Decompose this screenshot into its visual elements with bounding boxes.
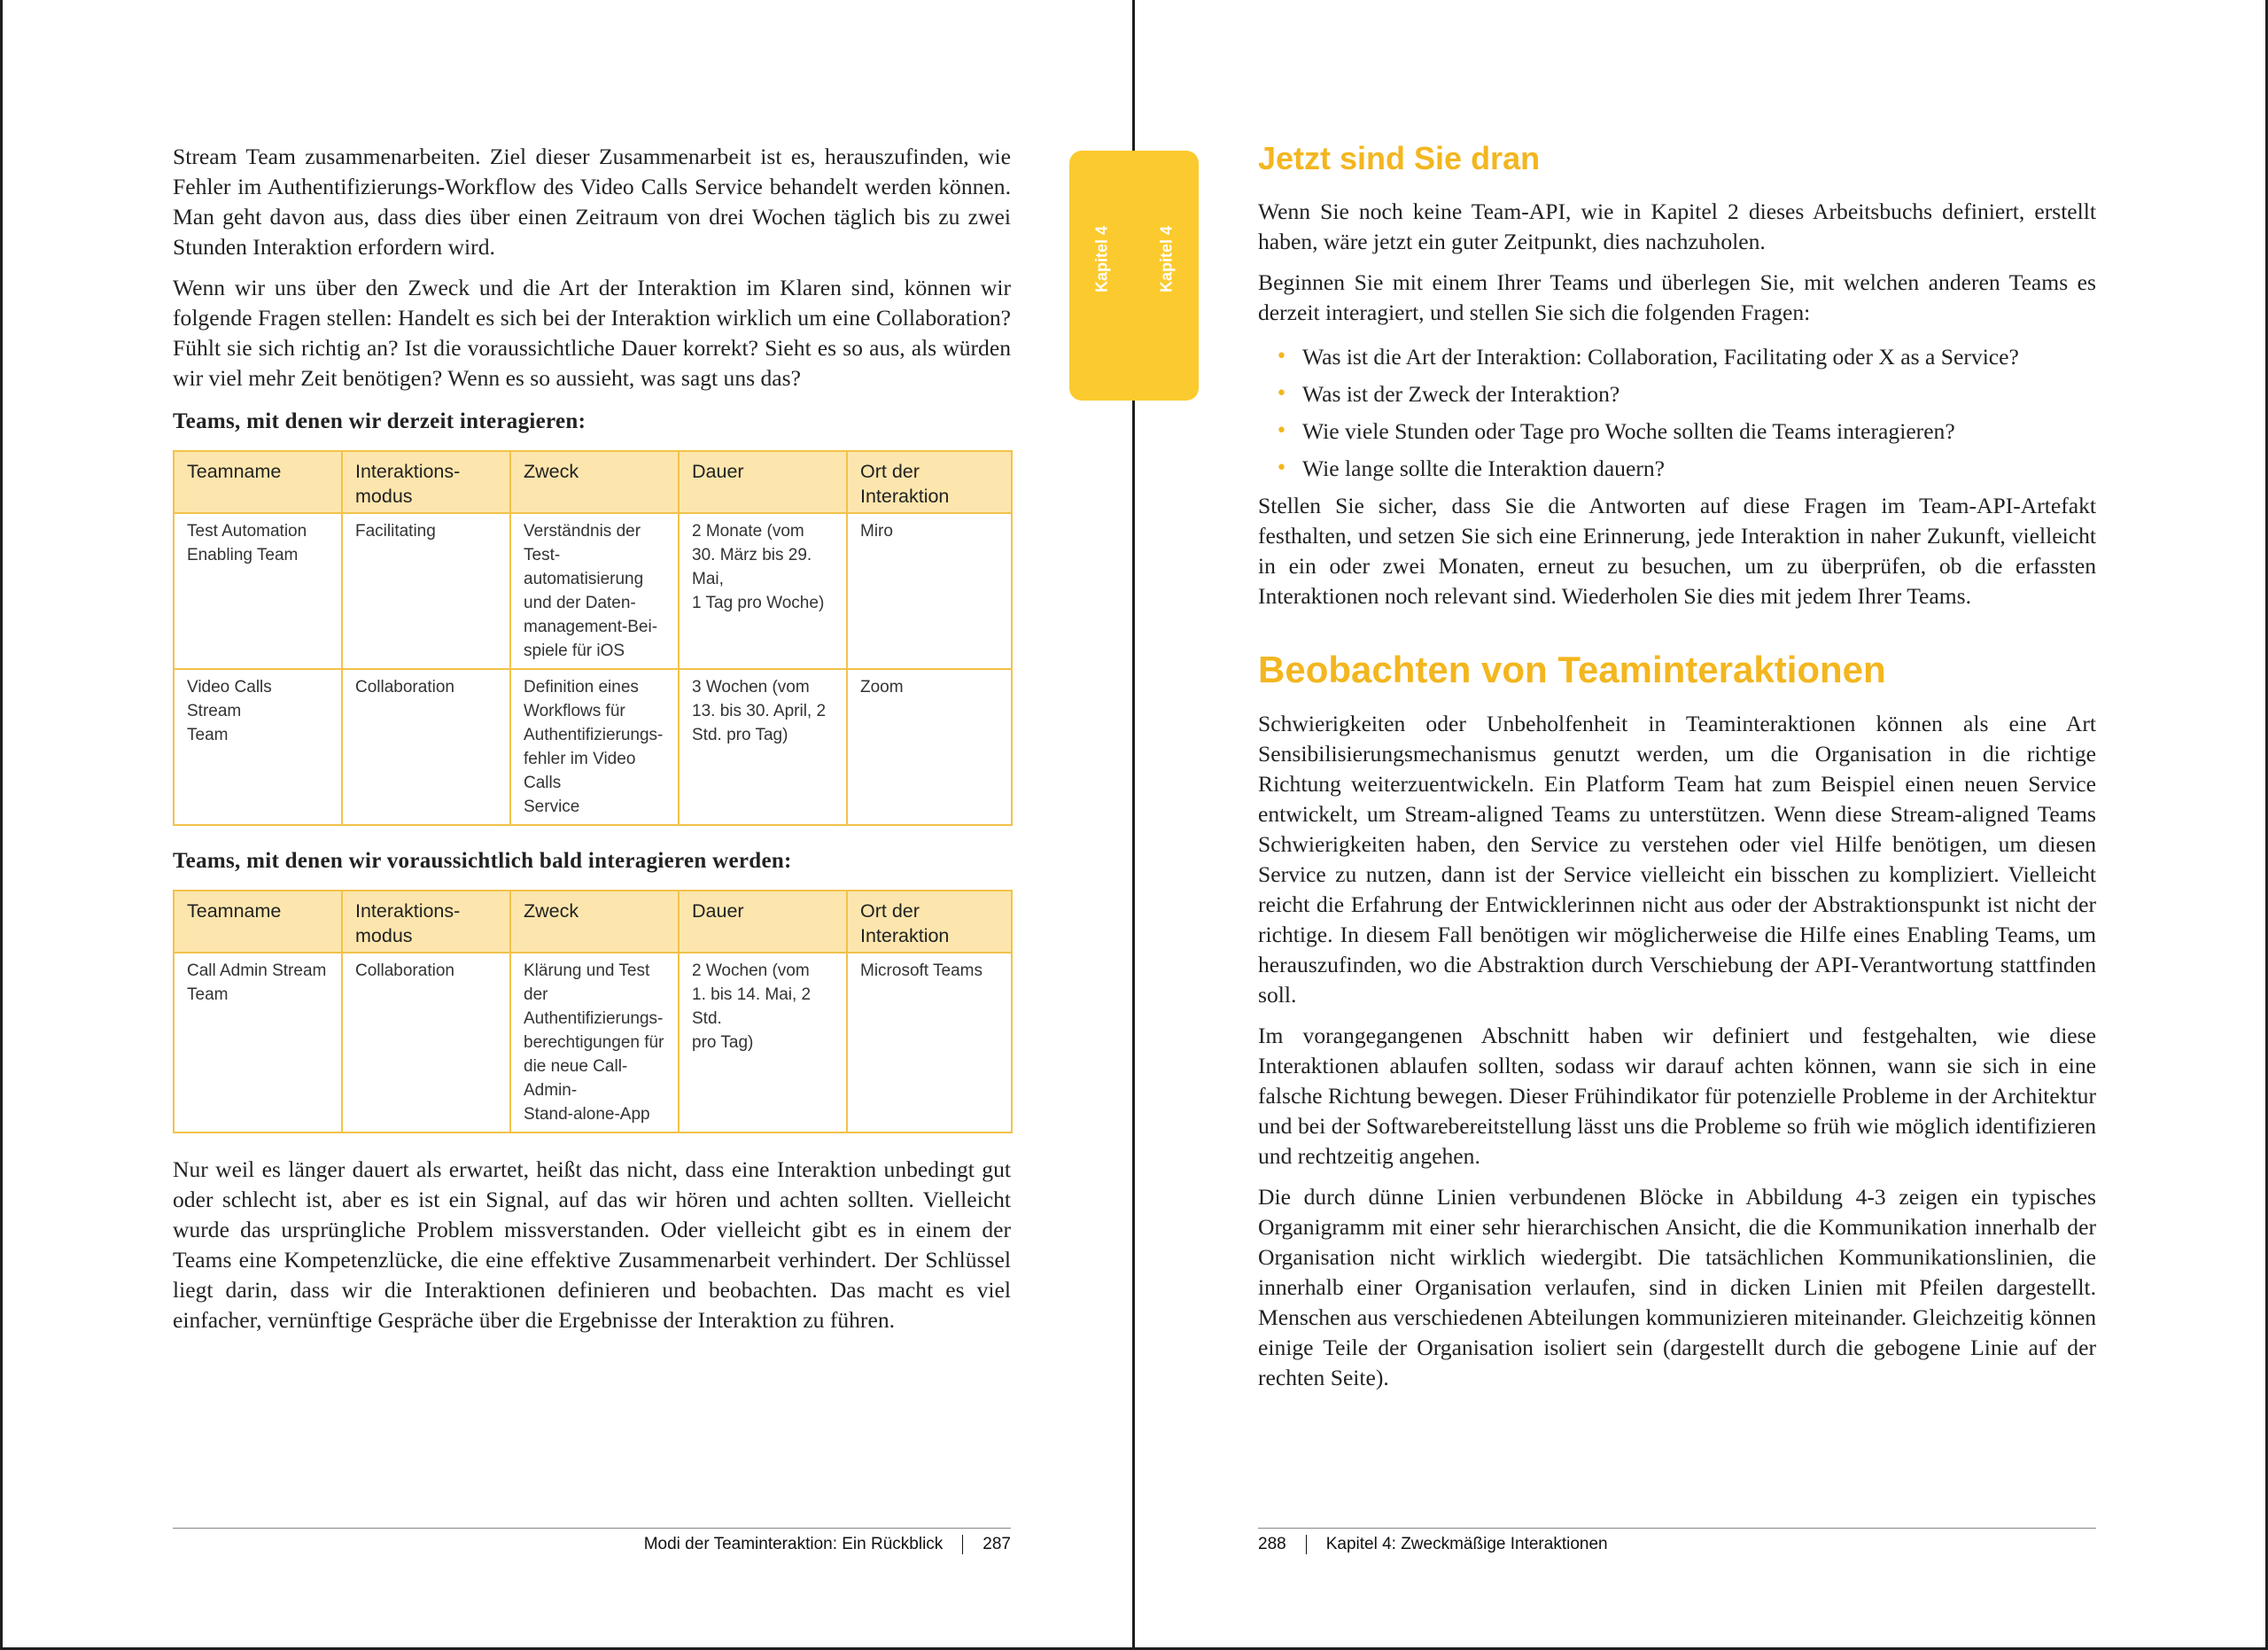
table-cell: Facilitating	[342, 513, 510, 669]
right-footer-rule	[1258, 1528, 2096, 1529]
current-interactions-table	[173, 450, 1013, 826]
bullet-icon: •	[1276, 346, 1287, 368]
chapter-tab-left	[1069, 151, 1135, 401]
table1-body	[174, 513, 1012, 825]
table1-title: Teams, mit denen wir derzeit interagieren:	[173, 409, 586, 433]
table-cell: Verständnis der Test- automatisierung und der Daten- management-Bei- spiele für iOS	[510, 513, 679, 669]
table-cell: Microsoft Teams	[847, 953, 1012, 1132]
table-cell: 2 Wochen (vom 1. bis 14. Mai, 2 Std. pro Tag)	[679, 953, 847, 1132]
right-page	[1258, 197, 2096, 1404]
closing-paragraph: Nur weil es länger dauert als erwartet, heißt das nicht, dass eine Interaktion unbedingt gut oder schlecht ist, aber es ist ein Signal, auf das wir hören und achten sollten. Vielleicht wurde das ursprüngliche Problem missverstanden. Oder vielleicht gibt es in einem der Teams eine Kompetenzlücke, die eine effektive Zusammenarbeit verhindert. Der Schlüssel liegt darin, dass wir die Interaktionen definieren und beobachten. Das macht es viel einfacher, vernünftige Gespräche über die Ergebnisse der Interaktion zu führen.	[173, 1156, 1011, 1333]
table-cell: Definition eines Workflows für Authentifizierungs- fehler im Video Calls Service	[510, 669, 679, 825]
right-footer-title: Kapitel 4: Zweckmäßige Interaktionen	[1325, 1535, 1608, 1554]
section-paragraph-3: Die durch dünne Linien verbundenen Blöcke in Abbildung 4-3 zeigen ein typisches Organigramm mit einer sehr hierarchischen Ansicht, die die Kommunikation innerhalb der Organisation nicht wirklich wiedergibt. Die tatsächlichen Kommunikationslinien, die innerhalb einer Organisation verlaufen, sind in dicken Linien mit Pfeilen dargestellt. Menschen aus verschiedenen Abteilungen kommunizieren miteinander. Gleichzeitig können einige Teile der Organisation isoliert sein (dargestellt durch die gebogene Linie auf der rechten Seite).	[1258, 1184, 2096, 1390]
right-footer	[1258, 1535, 1608, 1554]
table-header-cell: Teamname	[174, 451, 342, 513]
subsection-heading: Jetzt sind Sie dran	[1258, 140, 1541, 176]
chapter-tab-left-label: Kapitel 4	[1092, 225, 1111, 293]
table-header-cell: Interaktions- modus	[342, 451, 510, 513]
left-footer-title: Modi der Teaminteraktion: Ein Rückblick	[643, 1535, 944, 1554]
right-paragraph-3: Stellen Sie sicher, dass Sie die Antworten auf diese Fragen im Team-API-Artefakt festhalten, und setzen Sie sich eine Erinnerung, jede Interaktion in naher Zukunft, vielleicht in ein oder zwei Monaten, erneut zu besuchen, um zu überprüfen, ob die erfassten Interaktionen noch relevant sind. Wiederholen Sie dies mit jedem Ihrer Teams.	[1258, 493, 2096, 609]
table-header-cell: Dauer	[679, 891, 847, 953]
table-cell: Collaboration	[342, 669, 510, 825]
question-item: • Wie lange sollte die Interaktion dauern?	[1276, 450, 2096, 487]
table-header-cell: Teamname	[174, 891, 342, 953]
table-row	[174, 669, 1012, 825]
table2-title: Teams, mit denen wir voraussichtlich bald interagieren werden:	[173, 849, 792, 873]
table-cell: Call Admin Stream Team	[174, 953, 342, 1132]
table-header-cell: Ort der Interaktion	[847, 451, 1012, 513]
table-cell: Video Calls Stream Team	[174, 669, 342, 825]
page-edge-left	[0, 0, 3, 1650]
table-row	[174, 513, 1012, 669]
planned-interactions-table	[173, 890, 1013, 1133]
table-header-row	[174, 891, 1012, 953]
section-paragraph-2: Im vorangegangenen Abschnitt haben wir definiert und festgehalten, wie diese Interaktionen ablaufen sollten, sodass wir darauf achten können, wann sie sich in eine falsche Richtung bewegen. Dieser Frühindikator für potenzielle Probleme in der Architektur und bei der Softwarebereitstellung lässt uns die Probleme so früh wie möglich identifizieren und rechtzeitig angehen.	[1258, 1023, 2096, 1169]
footer-separator	[1306, 1535, 1307, 1554]
table-cell: Miro	[847, 513, 1012, 669]
chapter-tab-right	[1135, 151, 1199, 401]
table-header-row	[174, 451, 1012, 513]
intro-paragraph-2: Wenn wir uns über den Zweck und die Art der Interaktion im Klaren sind, können wir folgende Fragen stellen: Handelt es sich bei der Interaktion wirklich um eine Collaboration? Fühlt sie sich richtig an? Ist die voraussichtliche Dauer korrekt? Sieht es so aus, als würden wir viel mehr Zeit benötigen? Wenn es so aussieht, was sagt uns das?	[173, 275, 1011, 391]
table-header-cell: Ort der Interaktion	[847, 891, 1012, 953]
left-footer	[644, 1535, 1011, 1554]
footer-separator	[962, 1535, 963, 1554]
bullet-icon: •	[1276, 457, 1287, 479]
chapter-tab-right-label: Kapitel 4	[1157, 225, 1176, 293]
section-heading: Beobachten von Teaminteraktionen	[1258, 649, 1886, 690]
table-cell: Collaboration	[342, 953, 510, 1132]
bullet-icon: •	[1276, 420, 1287, 442]
table2-body	[174, 953, 1012, 1132]
table-header-cell: Dauer	[679, 451, 847, 513]
table-cell: Zoom	[847, 669, 1012, 825]
table-row	[174, 953, 1012, 1132]
right-paragraph-1: Wenn Sie noch keine Team-API, wie in Kapitel 2 dieses Arbeitsbuchs definiert, erstellt haben, wäre jetzt ein guter Zeitpunkt, dies nachzuholen.	[1258, 198, 2096, 254]
left-page-content	[173, 142, 1011, 1346]
table-cell: Test Automation Enabling Team	[174, 513, 342, 669]
table-cell: Klärung und Test der Authentifizierungs- berechtigungen für die neue Call-Admin- Stand-alone-App	[510, 953, 679, 1132]
intro-paragraph-1: Stream Team zusammenarbeiten. Ziel dieser Zusammenarbeit ist es, herauszufinden, wie Fehler im Authentifizierungs-Workflow des Video Calls Service behandelt werden können. Man geht davon aus, dass dies über einen Zeitraum von drei Wochen täglich bis zu zwei Stunden Interaktion erfordern wird.	[173, 144, 1011, 260]
table-cell: 3 Wochen (vom 13. bis 30. April, 2 Std. pro Tag)	[679, 669, 847, 825]
section-paragraph-1: Schwierigkeiten oder Unbeholfenheit in Teaminteraktionen können als eine Art Sensibilisierungsmechanismus genutzt werden, um die Organisation in die richtige Richtung weiterzuentwickeln. Ein Platform Team hat zum Beispiel einen neuen Service entwickelt, um Stream-aligned Teams zu unterstützen. Wenn diese Stream-aligned Teams Schwierigkeiten haben, den Service zu verstehen oder viel Hilfe benötigen, um diesen Service zu nutzen, dann ist der Service vielleicht ein bisschen zu kompliziert. Vielleicht reicht die Erfahrung der Entwicklerinnen nicht aus oder der Abstraktionspunkt ist nicht der richtige. In diesem Fall benötigen wir möglicherweise die Hilfe eines Enabling Teams, um herauszufinden, wo die Abstraktion durch Verschiebung der API-Verantwortung stattfinden soll.	[1258, 711, 2096, 1008]
left-page-number: 287	[983, 1535, 1011, 1554]
bullet-icon: •	[1276, 383, 1287, 405]
question-item: • Wie viele Stunden oder Tage pro Woche sollten die Teams interagieren?	[1276, 413, 2096, 450]
question-item: • Was ist die Art der Interaktion: Collaboration, Facilitating oder X as a Service?	[1276, 339, 2096, 376]
table-header-cell: Interaktions- modus	[342, 891, 510, 953]
question-list	[1258, 339, 2096, 487]
table-cell: 2 Monate (vom 30. März bis 29. Mai, 1 Tag pro Woche)	[679, 513, 847, 669]
question-item: • Was ist der Zweck der Interaktion?	[1276, 376, 2096, 413]
left-footer-rule	[173, 1528, 1011, 1529]
right-page-number: 288	[1258, 1535, 1286, 1554]
table-header-cell: Zweck	[510, 451, 679, 513]
right-paragraph-2: Beginnen Sie mit einem Ihrer Teams und überlegen Sie, mit welchen anderen Teams es derzeit interagiert, und stellen Sie sich die folgenden Fragen:	[1258, 269, 2096, 325]
table-header-cell: Zweck	[510, 891, 679, 953]
